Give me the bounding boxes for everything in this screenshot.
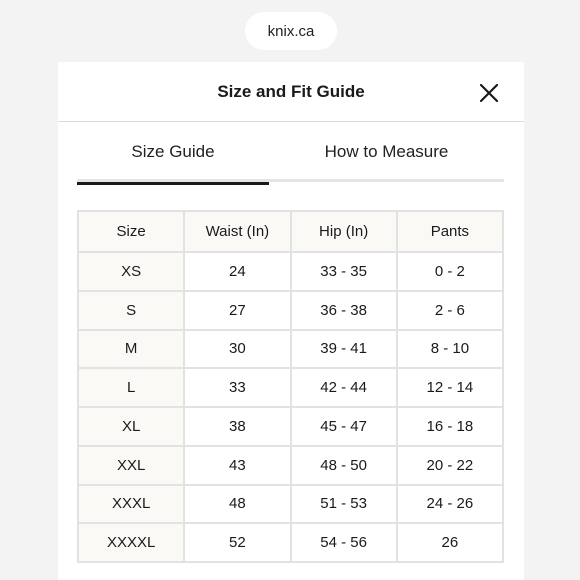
cell-hip: 42 - 44 — [291, 368, 397, 407]
cell-pants: 16 - 18 — [397, 407, 503, 446]
cell-size: XL — [78, 407, 184, 446]
cell-hip: 54 - 56 — [291, 523, 397, 562]
cell-waist: 38 — [184, 407, 290, 446]
size-table — [77, 210, 504, 563]
table-row — [78, 330, 503, 369]
table-row — [78, 523, 503, 562]
tab-size-guide[interactable]: Size Guide — [77, 122, 269, 182]
size-guide-modal — [58, 62, 524, 580]
cell-size: S — [78, 291, 184, 330]
cell-waist: 33 — [184, 368, 290, 407]
cell-size: L — [78, 368, 184, 407]
table-row — [78, 407, 503, 446]
header-waist: Waist (In) — [184, 211, 290, 252]
cell-pants: 0 - 2 — [397, 252, 503, 291]
cell-size: M — [78, 330, 184, 369]
cell-size: XXXXL — [78, 523, 184, 562]
table-row — [78, 446, 503, 485]
cell-pants: 12 - 14 — [397, 368, 503, 407]
cell-hip: 39 - 41 — [291, 330, 397, 369]
url-bar[interactable] — [245, 12, 337, 50]
cell-pants: 2 - 6 — [397, 291, 503, 330]
table-row — [78, 485, 503, 524]
url-text: knix.ca — [267, 22, 315, 40]
cell-waist: 27 — [184, 291, 290, 330]
tab-how-to-measure[interactable]: How to Measure — [324, 142, 449, 161]
cell-pants: 24 - 26 — [397, 485, 503, 524]
cell-waist: 43 — [184, 446, 290, 485]
cell-waist: 24 — [184, 252, 290, 291]
cell-size: XXL — [78, 446, 184, 485]
table-header-row — [78, 211, 503, 252]
cell-hip: 51 - 53 — [291, 485, 397, 524]
cell-pants: 26 — [397, 523, 503, 562]
cell-size: XS — [78, 252, 184, 291]
cell-waist: 52 — [184, 523, 290, 562]
modal-header — [58, 62, 524, 122]
header-hip: Hip (In) — [291, 211, 397, 252]
cell-waist: 48 — [184, 485, 290, 524]
modal-title: Size and Fit Guide — [217, 82, 365, 101]
tab-bar — [77, 122, 504, 182]
close-icon — [478, 82, 500, 104]
table-row — [78, 291, 503, 330]
cell-size: XXXL — [78, 485, 184, 524]
cell-waist: 30 — [184, 330, 290, 369]
cell-hip: 45 - 47 — [291, 407, 397, 446]
close-button[interactable] — [478, 82, 500, 104]
header-pants: Pants — [397, 211, 503, 252]
header-size: Size — [78, 211, 184, 252]
cell-pants: 8 - 10 — [397, 330, 503, 369]
cell-hip: 48 - 50 — [291, 446, 397, 485]
cell-pants: 20 - 22 — [397, 446, 503, 485]
cell-hip: 33 - 35 — [291, 252, 397, 291]
table-row — [78, 252, 503, 291]
table-row — [78, 368, 503, 407]
cell-hip: 36 - 38 — [291, 291, 397, 330]
